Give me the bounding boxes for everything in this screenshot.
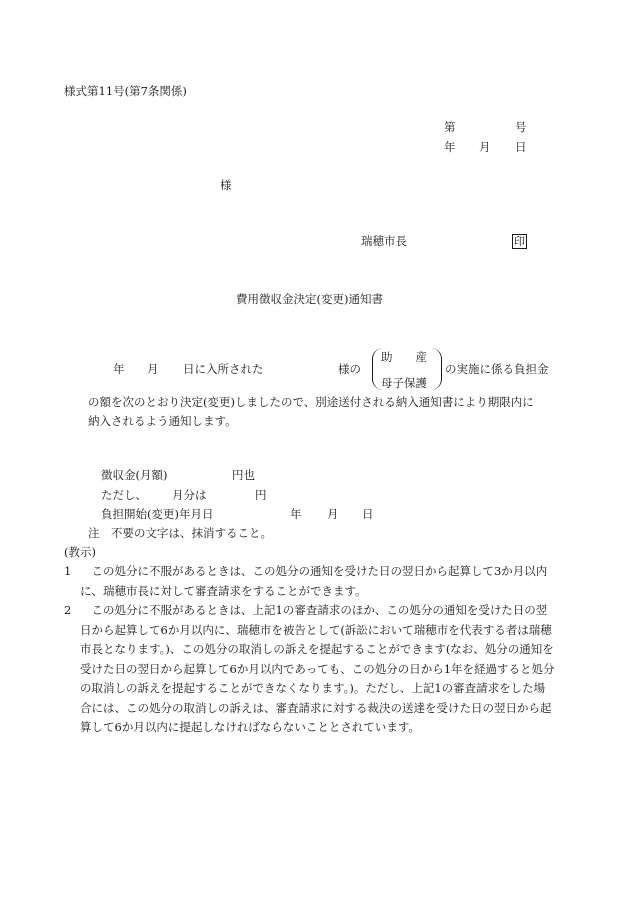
body-line-2: の額を次のとおり決定(変更)しましたので、別途送付される納入通知書により期限内に bbox=[88, 395, 534, 409]
issuer-mayor: 瑞穂市長 bbox=[361, 234, 407, 248]
date-month-label: 月 bbox=[479, 140, 491, 154]
service-option-mother-child: 母子保護 bbox=[381, 376, 427, 390]
proviso-label: ただし、 bbox=[101, 488, 147, 502]
proviso-yen-label: 円 bbox=[255, 488, 267, 502]
fee-label: 徴収金(月額) bbox=[101, 468, 168, 482]
body-sama-no: 様の bbox=[338, 362, 361, 376]
seal-stamp: 印 bbox=[514, 235, 525, 248]
start-month-label: 月 bbox=[327, 507, 339, 521]
instruction-item-text: この処分に不服があるときは、上記1の審査請求のほか、この処分の通知を受けた日の翌日から起算して6か月以内に、瑞穂市を被告として(訴訟において瑞穂市を代表する者は瑞穂市長となります。)、この処分の取消しの訴えを提起することができます(なお、処分の通知を受けた日の翌日から起算して6か月以内であっても、この処分の日から1年を経過すると処分の取消しの訴えを提起することができなくなります。)。ただし、上記1の審査請求をした場合には、この処分の取消しの訴えは、審査請求に対する裁決の送達を受けた日の翌日から起算して6か月以内に提起しなければならないこととされています。 bbox=[80, 603, 555, 734]
start-day-label: 日 bbox=[362, 507, 374, 521]
instruction-heading: (教示) bbox=[64, 545, 96, 559]
document-number-prefix: 第 bbox=[444, 120, 456, 134]
deletion-note: 注 不要の文字は、抹消すること。 bbox=[88, 526, 272, 540]
date-day-label: 日 bbox=[515, 140, 527, 154]
instruction-item bbox=[64, 601, 556, 738]
instruction-item-text: この処分に不服があるときは、この処分の通知を受けた日の翌日から起算して3か月以内に、瑞穂市長に対して審査請求をすることができます。 bbox=[80, 564, 548, 598]
fee-yen-label: 円也 bbox=[232, 468, 255, 482]
body-year-label: 年 bbox=[113, 362, 125, 376]
instruction-item-number: 2 bbox=[64, 603, 72, 617]
addressee-honorific: 様 bbox=[220, 178, 232, 192]
service-option-midwifery: 助 産 bbox=[381, 350, 427, 364]
start-date-label: 負担開始(変更)年月日 bbox=[101, 507, 214, 521]
body-after-bracket: の実施に係る負担金 bbox=[445, 362, 549, 376]
document-number-suffix: 号 bbox=[515, 120, 527, 134]
start-year-label: 年 bbox=[290, 507, 302, 521]
month-portion-label: 月分は bbox=[172, 488, 207, 502]
body-line-3: 納入されるよう通知します。 bbox=[88, 414, 237, 428]
form-label: 様式第11号(第7条関係) bbox=[64, 84, 187, 98]
date-year-label: 年 bbox=[444, 140, 456, 154]
body-month-label: 月 bbox=[147, 362, 159, 376]
instruction-item bbox=[64, 562, 556, 601]
instruction-item-number: 1 bbox=[64, 564, 72, 578]
body-admitted-text: 日に入所された bbox=[183, 362, 264, 376]
document-title: 費用徴収金決定(変更)通知書 bbox=[236, 292, 383, 306]
